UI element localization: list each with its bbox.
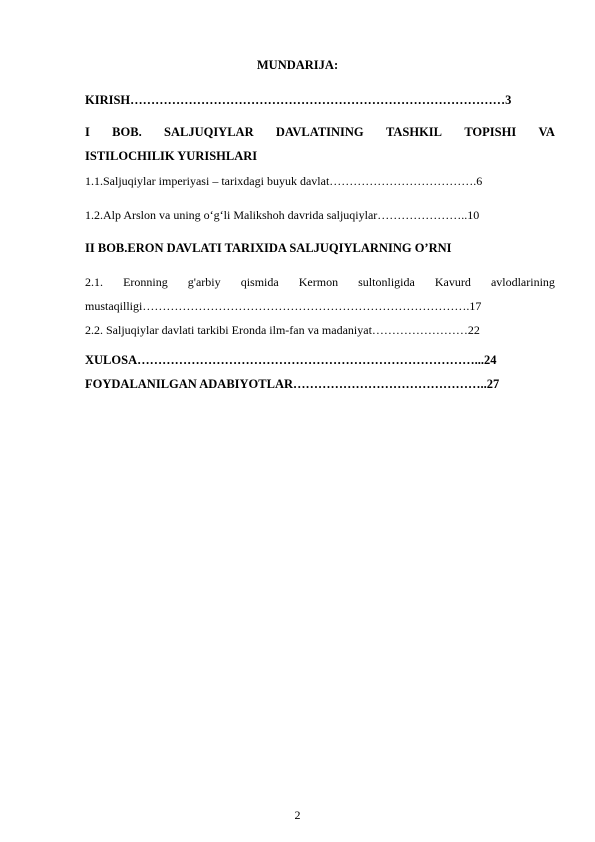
toc-entry-section-2-1-line2: mustaqilligi……………………………………………………………………….17 [85,299,482,313]
toc-entry-chapter1-line2: ISTILOCHILIK YURISHLARI [85,149,258,163]
section-2-1-word: sultonligida [358,275,415,289]
page-title: MUNDARIJA: [256,58,339,72]
chapter1-word: DAVLATINING [275,125,364,139]
toc-entry-intro: KIRISH………………………………………………………………………………3 [85,93,512,107]
chapter1-word: TASHKIL [385,125,443,139]
section-2-1-word: Kermon [298,275,339,289]
section-2-1-word: Eronning [123,275,168,289]
section-2-1-word: qismida [240,275,279,289]
toc-entry-conclusion: XULOSA………………………………………………………………………...24 [85,353,497,367]
toc-entry-section-2-2: 2.2. Saljuqiylar davlati tarkibi Eronda ilm-fan va madaniyat……………………22 [85,323,480,337]
section-2-1-word: avlodlarining [490,275,555,289]
toc-entry-section-2-1 [85,274,555,290]
page-number: 2 [294,808,301,822]
toc-entry-references: FOYDALANILGAN ADABIYOTLAR………………………………………..27 [85,377,500,391]
chapter1-word: I [85,125,90,139]
chapter1-word: VA [538,125,555,139]
chapter1-word: TOPISHI [464,125,517,139]
section-2-1-word: g'arbiy [187,275,221,289]
chapter1-word: BOB. [112,125,142,139]
toc-entry-section-1-2: 1.2.Alp Arslon va uning o‘g‘li Malikshoh davrida saljuqiylar…………………..10 [85,208,480,222]
chapter1-word: SALJUQIYLAR [164,125,254,139]
section-2-1-word: 2.1. [85,275,103,289]
toc-entry-chapter2: II BOB.ERON DAVLATI TARIXIDA SALJUQIYLARNING O’RNI [85,241,452,255]
section-2-1-word: Kavurd [434,275,471,289]
toc-entry-section-1-1: 1.1.Saljuqiylar imperiyasi – tarixdagi buyuk davlat……………………………….6 [85,174,483,188]
toc-entry-chapter1 [85,124,555,140]
